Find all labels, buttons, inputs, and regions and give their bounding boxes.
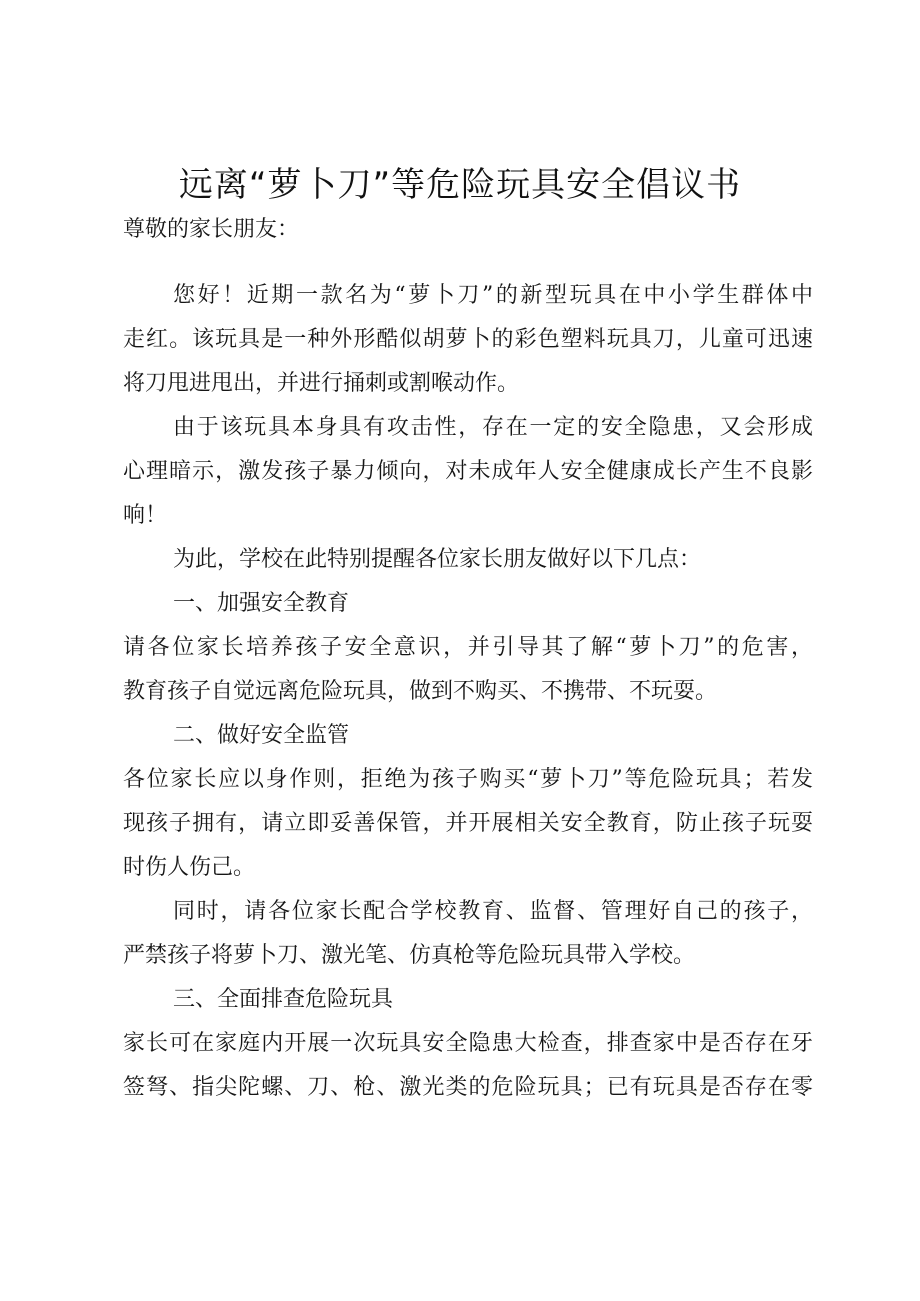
paragraph-line: 签弩、指尖陀螺、刀、枪、激光类的危险玩具；已有玩具是否存在零 bbox=[123, 1075, 813, 1100]
paragraph-line: 您好！近期一款名为“萝卜刀”的新型玩具在中小学生群体中 bbox=[173, 283, 813, 308]
paragraph-line: 请各位家长培养孩子安全意识，并引导其了解“萝卜刀”的危害， bbox=[123, 635, 813, 660]
paragraph-line: 家长可在家庭内开展一次玩具安全隐患大检查，排查家中是否存在牙 bbox=[123, 1031, 813, 1056]
document-title: 远离“萝卜刀”等危险玩具安全倡议书 bbox=[178, 165, 742, 205]
paragraph-line: 走红。该玩具是一种外形酷似胡萝卜的彩色塑料玩具刀，儿童可迅速 bbox=[123, 327, 813, 352]
paragraph-line: 心理暗示，激发孩子暴力倾向，对未成年人安全健康成长产生不良影 bbox=[123, 459, 813, 484]
paragraph-line: 为此，学校在此特别提醒各位家长朋友做好以下几点： bbox=[173, 547, 702, 572]
paragraph-line: 同时，请各位家长配合学校教育、监督、管理好自己的孩子， bbox=[173, 899, 813, 924]
salutation: 尊敬的家长朋友： bbox=[123, 217, 300, 242]
paragraph-line: 现孩子拥有，请立即妥善保管，并开展相关安全教育，防止孩子玩耍 bbox=[123, 811, 813, 836]
paragraph-line: 将刀甩进甩出，并进行捅刺或割喉动作。 bbox=[123, 371, 520, 396]
paragraph-line: 由于该玩具本身具有攻击性，存在一定的安全隐患，又会形成 bbox=[173, 415, 813, 440]
section-heading: 二、做好安全监管 bbox=[173, 723, 350, 748]
section-heading: 三、全面排查危险玩具 bbox=[173, 987, 394, 1012]
paragraph-line: 响！ bbox=[123, 503, 168, 528]
section-heading: 一、加强安全教育 bbox=[173, 591, 350, 616]
paragraph-line: 各位家长应以身作则，拒绝为孩子购买“萝卜刀”等危险玩具；若发 bbox=[123, 767, 813, 792]
paragraph-line: 教育孩子自觉远离危险玩具，做到不购买、不携带、不玩耍。 bbox=[123, 679, 718, 704]
paragraph-line: 时伤人伤己。 bbox=[123, 855, 256, 880]
paragraph-line: 严禁孩子将萝卜刀、激光笔、仿真枪等危险玩具带入学校。 bbox=[123, 943, 696, 968]
